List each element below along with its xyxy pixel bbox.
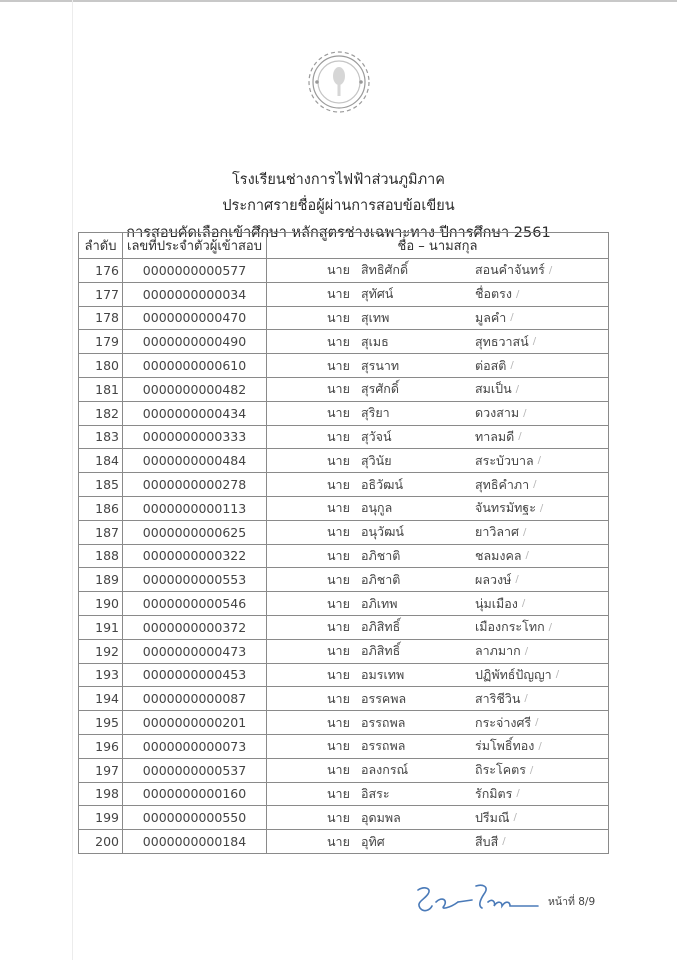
- first-name: สุทัศน์: [361, 286, 394, 302]
- check-mark-icon: /: [522, 526, 527, 538]
- handwritten-signature: [410, 880, 540, 918]
- table-row: [79, 496, 609, 520]
- name-prefix: นาย: [327, 500, 350, 516]
- candidate-id: 0000000000087: [123, 687, 267, 711]
- table-row: [79, 663, 609, 687]
- name-prefix: นาย: [327, 571, 350, 587]
- candidate-id: 0000000000470: [123, 306, 267, 330]
- candidate-id: 0000000000113: [123, 496, 267, 520]
- candidate-id: 0000000000073: [123, 734, 267, 758]
- candidate-id: 0000000000473: [123, 639, 267, 663]
- last-name: ต่อสติ: [475, 357, 507, 373]
- last-name: มูลคำ: [475, 309, 507, 325]
- full-name-cell: [267, 377, 609, 401]
- candidate-id: 0000000000034: [123, 282, 267, 306]
- table-row: [79, 282, 609, 306]
- candidate-id: 0000000000278: [123, 473, 267, 497]
- order-number: 178: [79, 306, 123, 330]
- full-name-cell: [267, 592, 609, 616]
- name-prefix: นาย: [327, 547, 350, 563]
- order-number: 192: [79, 639, 123, 663]
- name-prefix: นาย: [327, 714, 350, 730]
- table-row: [79, 687, 609, 711]
- full-name-cell: [267, 734, 609, 758]
- first-name: สุรศักดิ์: [361, 381, 399, 397]
- last-name: ชื่อตรง: [475, 286, 512, 302]
- table-row: [79, 615, 609, 639]
- candidate-id: 0000000000553: [123, 568, 267, 592]
- full-name-cell: [267, 615, 609, 639]
- column-header-candidate-id: เลขที่ประจำตัวผู้เข้าสอบ: [123, 233, 267, 259]
- full-name-cell: [267, 330, 609, 354]
- table-row: [79, 377, 609, 401]
- last-name: สาริชีวิน: [475, 690, 521, 706]
- check-mark-icon: /: [515, 288, 520, 300]
- first-name: อภิชาติ: [361, 547, 401, 563]
- last-name: สอนคำจันทร์: [475, 262, 545, 278]
- full-name-cell: [267, 758, 609, 782]
- name-prefix: นาย: [327, 595, 350, 611]
- first-name: สุเทพ: [361, 309, 390, 325]
- name-prefix: นาย: [327, 690, 350, 706]
- name-prefix: นาย: [327, 524, 350, 540]
- scan-top-edge: [0, 0, 677, 2]
- first-name: อุดมพล: [361, 809, 401, 825]
- name-prefix: นาย: [327, 833, 350, 849]
- check-mark-icon: /: [533, 479, 537, 491]
- check-mark-icon: /: [525, 550, 529, 562]
- check-mark-icon: /: [532, 336, 537, 348]
- full-name-cell: [267, 449, 609, 473]
- last-name: รักมิตร: [475, 785, 513, 801]
- check-mark-icon: /: [548, 621, 553, 633]
- check-mark-icon: /: [535, 717, 539, 729]
- first-name: สุเมธ: [361, 333, 389, 349]
- full-name-cell: [267, 496, 609, 520]
- order-number: 179: [79, 330, 123, 354]
- column-header-order: ลำดับ: [79, 233, 123, 259]
- last-name: สระบัวบาล: [475, 452, 534, 468]
- name-prefix: นาย: [327, 309, 350, 325]
- full-name-cell: [267, 663, 609, 687]
- order-number: 177: [79, 282, 123, 306]
- candidate-id: 0000000000482: [123, 377, 267, 401]
- candidate-id: 0000000000490: [123, 330, 267, 354]
- name-prefix: นาย: [327, 643, 350, 659]
- table-row: [79, 425, 609, 449]
- order-number: 186: [79, 496, 123, 520]
- last-name: นุ่มเมือง: [475, 595, 518, 611]
- last-name: ชลมงคล: [475, 547, 522, 563]
- candidate-id: 0000000000160: [123, 782, 267, 806]
- candidate-id: 0000000000453: [123, 663, 267, 687]
- check-mark-icon: /: [502, 836, 506, 848]
- check-mark-icon: /: [538, 740, 542, 752]
- table-row: [79, 830, 609, 854]
- candidate-id: 0000000000546: [123, 592, 267, 616]
- order-number: 189: [79, 568, 123, 592]
- name-prefix: นาย: [327, 666, 350, 682]
- last-name: สีบสี: [475, 833, 499, 849]
- table-row: [79, 354, 609, 378]
- full-name-cell: [267, 711, 609, 735]
- last-name: สุทธิคำภา: [475, 476, 530, 492]
- table-row: [79, 520, 609, 544]
- check-mark-icon: /: [515, 574, 519, 586]
- table-row: [79, 782, 609, 806]
- table-row: [79, 473, 609, 497]
- table-row: [79, 639, 609, 663]
- check-mark-icon: /: [539, 502, 544, 514]
- table-row: [79, 259, 609, 283]
- page-number: หน้าที่ 8/9: [548, 896, 596, 908]
- full-name-cell: [267, 282, 609, 306]
- candidate-id: 0000000000333: [123, 425, 267, 449]
- full-name-cell: [267, 639, 609, 663]
- full-name-cell: [267, 306, 609, 330]
- first-name: สุริยา: [361, 405, 390, 421]
- candidate-id: 0000000000577: [123, 259, 267, 283]
- last-name: กระจ่างศรี: [475, 714, 532, 730]
- last-name: ปฏิพัทธ์ปัญญา: [475, 666, 552, 682]
- check-mark-icon: /: [529, 764, 534, 776]
- check-mark-icon: /: [524, 693, 528, 705]
- order-number: 181: [79, 377, 123, 401]
- table-header-row: [79, 233, 609, 259]
- full-name-cell: [267, 520, 609, 544]
- last-name: สุทธวาสน์: [475, 333, 529, 349]
- first-name: สุรนาท: [361, 357, 400, 373]
- table-row: [79, 758, 609, 782]
- candidate-id: 0000000000484: [123, 449, 267, 473]
- table-row: [79, 806, 609, 830]
- check-mark-icon: /: [555, 669, 560, 681]
- name-prefix: นาย: [327, 809, 350, 825]
- table-row: [79, 306, 609, 330]
- order-number: 185: [79, 473, 123, 497]
- first-name: อรรถพล: [361, 738, 406, 754]
- first-name: อรรถพล: [361, 714, 406, 730]
- order-number: 191: [79, 615, 123, 639]
- order-number: 197: [79, 758, 123, 782]
- last-name: สมเป็น: [475, 381, 512, 397]
- last-name: เมืองกระโทก: [475, 619, 545, 635]
- last-name: ลาภมาก: [475, 643, 521, 659]
- last-name: ถิระโคตร: [475, 762, 526, 778]
- check-mark-icon: /: [515, 383, 519, 395]
- last-name: ดวงสาม: [475, 405, 520, 421]
- check-mark-icon: /: [510, 312, 514, 324]
- column-header-full-name: ชื่อ – นามสกุล: [267, 233, 609, 259]
- check-mark-icon: /: [513, 812, 517, 824]
- table-body: [79, 259, 609, 854]
- check-mark-icon: /: [548, 264, 553, 276]
- order-number: 187: [79, 520, 123, 544]
- table-row: [79, 330, 609, 354]
- order-number: 198: [79, 782, 123, 806]
- first-name: อภิเทพ: [361, 595, 398, 611]
- name-prefix: นาย: [327, 476, 350, 492]
- name-prefix: นาย: [327, 762, 350, 778]
- order-number: 184: [79, 449, 123, 473]
- candidate-id: 0000000000610: [123, 354, 267, 378]
- full-name-cell: [267, 568, 609, 592]
- order-number: 194: [79, 687, 123, 711]
- candidate-id: 0000000000184: [123, 830, 267, 854]
- order-number: 190: [79, 592, 123, 616]
- scan-page-edge: [72, 0, 73, 960]
- candidate-id: 0000000000434: [123, 401, 267, 425]
- first-name: อมรเทพ: [361, 666, 405, 682]
- first-name: อิสระ: [361, 785, 390, 801]
- candidate-id: 0000000000537: [123, 758, 267, 782]
- order-number: 200: [79, 830, 123, 854]
- full-name-cell: [267, 782, 609, 806]
- order-number: 183: [79, 425, 123, 449]
- first-name: อุทิศ: [361, 833, 385, 849]
- full-name-cell: [267, 687, 609, 711]
- first-name: อภิชาติ: [361, 571, 401, 587]
- exam-subtitle: การสอบคัดเลือกเข้าศึกษา หลักสูตรช่างเฉพาะทาง ปีการศึกษา 2561: [126, 225, 551, 241]
- first-name: สุวัจน์: [361, 428, 392, 444]
- announcement-title: ประกาศรายชื่อผู้ผ่านการสอบข้อเขียน: [222, 198, 455, 214]
- name-prefix: นาย: [327, 333, 350, 349]
- table-row: [79, 592, 609, 616]
- last-name: ปรีมณี: [475, 809, 510, 825]
- candidate-id: 0000000000322: [123, 544, 267, 568]
- name-prefix: นาย: [327, 738, 350, 754]
- name-prefix: นาย: [327, 262, 350, 278]
- check-mark-icon: /: [518, 431, 522, 443]
- table-row: [79, 711, 609, 735]
- order-number: 182: [79, 401, 123, 425]
- table-row: [79, 401, 609, 425]
- first-name: สิทธิศักดิ์: [361, 262, 409, 278]
- order-number: 195: [79, 711, 123, 735]
- passed-candidates-table: [78, 232, 609, 854]
- last-name: ผลวงษ์: [475, 571, 512, 587]
- last-name: ทาลมดี: [475, 428, 515, 444]
- order-number: 180: [79, 354, 123, 378]
- first-name: อนุวัฒน์: [361, 524, 404, 540]
- name-prefix: นาย: [327, 619, 350, 635]
- first-name: อภิสิทธิ์: [361, 643, 401, 659]
- first-name: อธิวัฒน์: [361, 476, 403, 492]
- last-name: ยาวิลาศ: [475, 524, 519, 540]
- name-prefix: นาย: [327, 428, 350, 444]
- order-number: 196: [79, 734, 123, 758]
- first-name: อลงกรณ์: [361, 762, 409, 778]
- school-gear-emblem-icon: [303, 46, 375, 118]
- candidate-id: 0000000000372: [123, 615, 267, 639]
- full-name-cell: [267, 425, 609, 449]
- order-number: 176: [79, 259, 123, 283]
- name-prefix: นาย: [327, 785, 350, 801]
- full-name-cell: [267, 473, 609, 497]
- check-mark-icon: /: [524, 645, 529, 657]
- name-prefix: นาย: [327, 405, 350, 421]
- institution-name: โรงเรียนช่างการไฟฟ้าส่วนภูมิภาค: [232, 172, 445, 188]
- name-prefix: นาย: [327, 286, 350, 302]
- last-name: จันทรมัทฐะ: [475, 500, 536, 516]
- name-prefix: นาย: [327, 452, 350, 468]
- name-prefix: นาย: [327, 381, 350, 397]
- last-name: ร่มโพธิ์ทอง: [475, 738, 535, 754]
- order-number: 193: [79, 663, 123, 687]
- check-mark-icon: /: [537, 455, 541, 467]
- order-number: 199: [79, 806, 123, 830]
- full-name-cell: [267, 544, 609, 568]
- full-name-cell: [267, 830, 609, 854]
- candidate-id: 0000000000201: [123, 711, 267, 735]
- full-name-cell: [267, 259, 609, 283]
- order-number: 188: [79, 544, 123, 568]
- check-mark-icon: /: [510, 360, 514, 372]
- check-mark-icon: /: [521, 598, 526, 610]
- full-name-cell: [267, 354, 609, 378]
- first-name: สุวินัย: [361, 452, 392, 468]
- table-row: [79, 449, 609, 473]
- table-row: [79, 544, 609, 568]
- first-name: อภิสิทธิ์: [361, 619, 401, 635]
- candidate-id: 0000000000550: [123, 806, 267, 830]
- first-name: อนุกูล: [361, 500, 393, 516]
- full-name-cell: [267, 806, 609, 830]
- check-mark-icon: /: [516, 788, 520, 800]
- full-name-cell: [267, 401, 609, 425]
- table-row: [79, 734, 609, 758]
- name-prefix: นาย: [327, 357, 350, 373]
- table-row: [79, 568, 609, 592]
- candidate-id: 0000000000625: [123, 520, 267, 544]
- check-mark-icon: /: [523, 407, 527, 419]
- first-name: อรรคพล: [361, 690, 407, 706]
